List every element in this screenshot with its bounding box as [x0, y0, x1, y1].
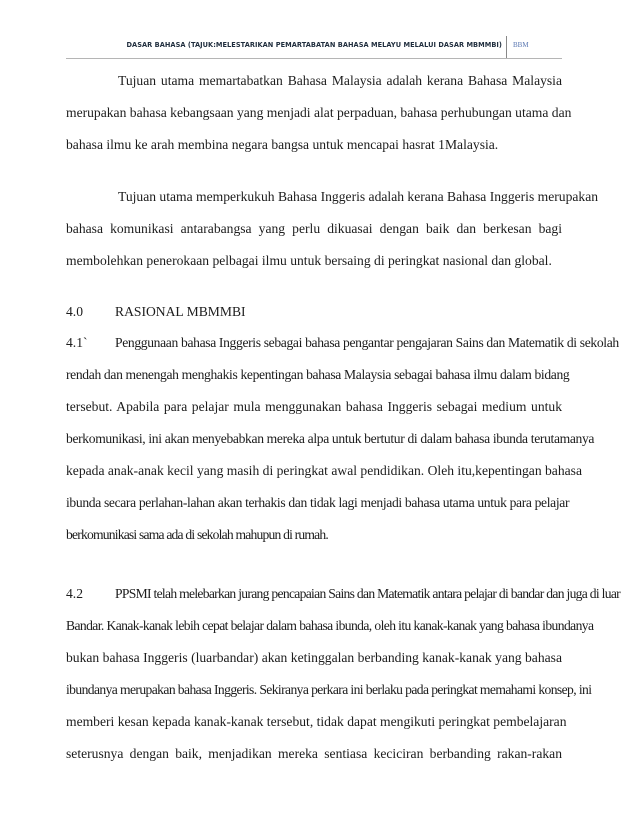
- header-divider: [506, 36, 507, 58]
- header-title: DASAR BAHASA (TAJUK:MELESTARIKAN PEMARTABATAN BAHASA MELAYU MELALUI DASAR MBMMBI): [126, 41, 502, 49]
- paragraph-line: Tujuan utama memperkukuh Bahasa Inggeris adalah kerana Bahasa Inggeris merupakan: [118, 189, 599, 204]
- item-line: berkomunikasi, ini akan menyebabkan mereka alpa untuk bertutur di dalam bahasa ibunda terutamanya: [66, 431, 595, 446]
- item-line: seterusnya dengan baik, menjadikan mereka sentiasa keciciran berbanding rakan-rakan: [66, 746, 562, 761]
- item-number: 4.2: [66, 586, 83, 601]
- item-line: kepada anak-anak kecil yang masih di peringkat awal pendidikan. Oleh itu,kepentingan bahasa: [66, 463, 582, 478]
- header-tag: BBM: [513, 41, 529, 49]
- paragraph-line: membolehkan penerokaan pelbagai ilmu untuk bersaing di peringkat nasional dan global.: [66, 253, 552, 268]
- section-heading: [0, 304, 638, 320]
- paragraph-line: bahasa ilmu ke arah membina negara bangsa untuk mencapai hasrat 1Malaysia.: [66, 137, 499, 152]
- item-line: ibunda secara perlahan-lahan akan terhakis dan tidak lagi menjadi bahasa utama untuk para pelajar: [66, 495, 570, 510]
- page-header: [0, 36, 638, 58]
- item-number: 4.1`: [66, 335, 88, 350]
- item-line: memberi kesan kepada kanak-kanak tersebut, tidak dapat mengikuti peringkat pembelajaran: [66, 714, 567, 729]
- section-title: RASIONAL MBMMBI: [115, 304, 246, 319]
- item-line: Penggunaan bahasa Inggeris sebagai bahasa pengantar pengajaran Sains dan Matematik di sekolah: [115, 335, 619, 350]
- item-line: ibundanya merupakan bahasa Inggeris. Sekiranya perkara ini berlaku pada peringkat memahami konsep, ini: [66, 682, 592, 697]
- section-number: 4.0: [66, 304, 83, 319]
- item-line: bukan bahasa Inggeris (luarbandar) akan ketinggalan berbanding kanak-kanak yang bahasa: [66, 650, 562, 665]
- item-line: tersebut. Apabila para pelajar mula menggunakan bahasa Inggeris sebagai medium untuk: [66, 399, 562, 414]
- item-line: PPSMI telah melebarkan jurang pencapaian Sains dan Matematik antara pelajar di bandar dan juga di luar: [115, 586, 621, 601]
- item-line: rendah dan menengah menghakis kepentingan bahasa Malaysia sebagai bahasa ilmu dalam bidang: [66, 367, 570, 382]
- header-rule: [66, 58, 562, 59]
- paragraph-line: merupakan bahasa kebangsaan yang menjadi alat perpaduan, bahasa perhubungan utama dan: [66, 105, 572, 120]
- paragraph-line: Tujuan utama memartabatkan Bahasa Malaysia adalah kerana Bahasa Malaysia: [118, 73, 562, 88]
- item-line: Bandar. Kanak-kanak lebih cepat belajar dalam bahasa ibunda, oleh itu kanak-kanak yang bahasa ibundanya: [66, 618, 594, 633]
- item-line: berkomunikasi sama ada di sekolah mahupun di rumah.: [66, 527, 328, 542]
- paragraph-line: bahasa komunikasi antarabangsa yang perlu dikuasai dengan baik dan berkesan bagi: [66, 221, 562, 236]
